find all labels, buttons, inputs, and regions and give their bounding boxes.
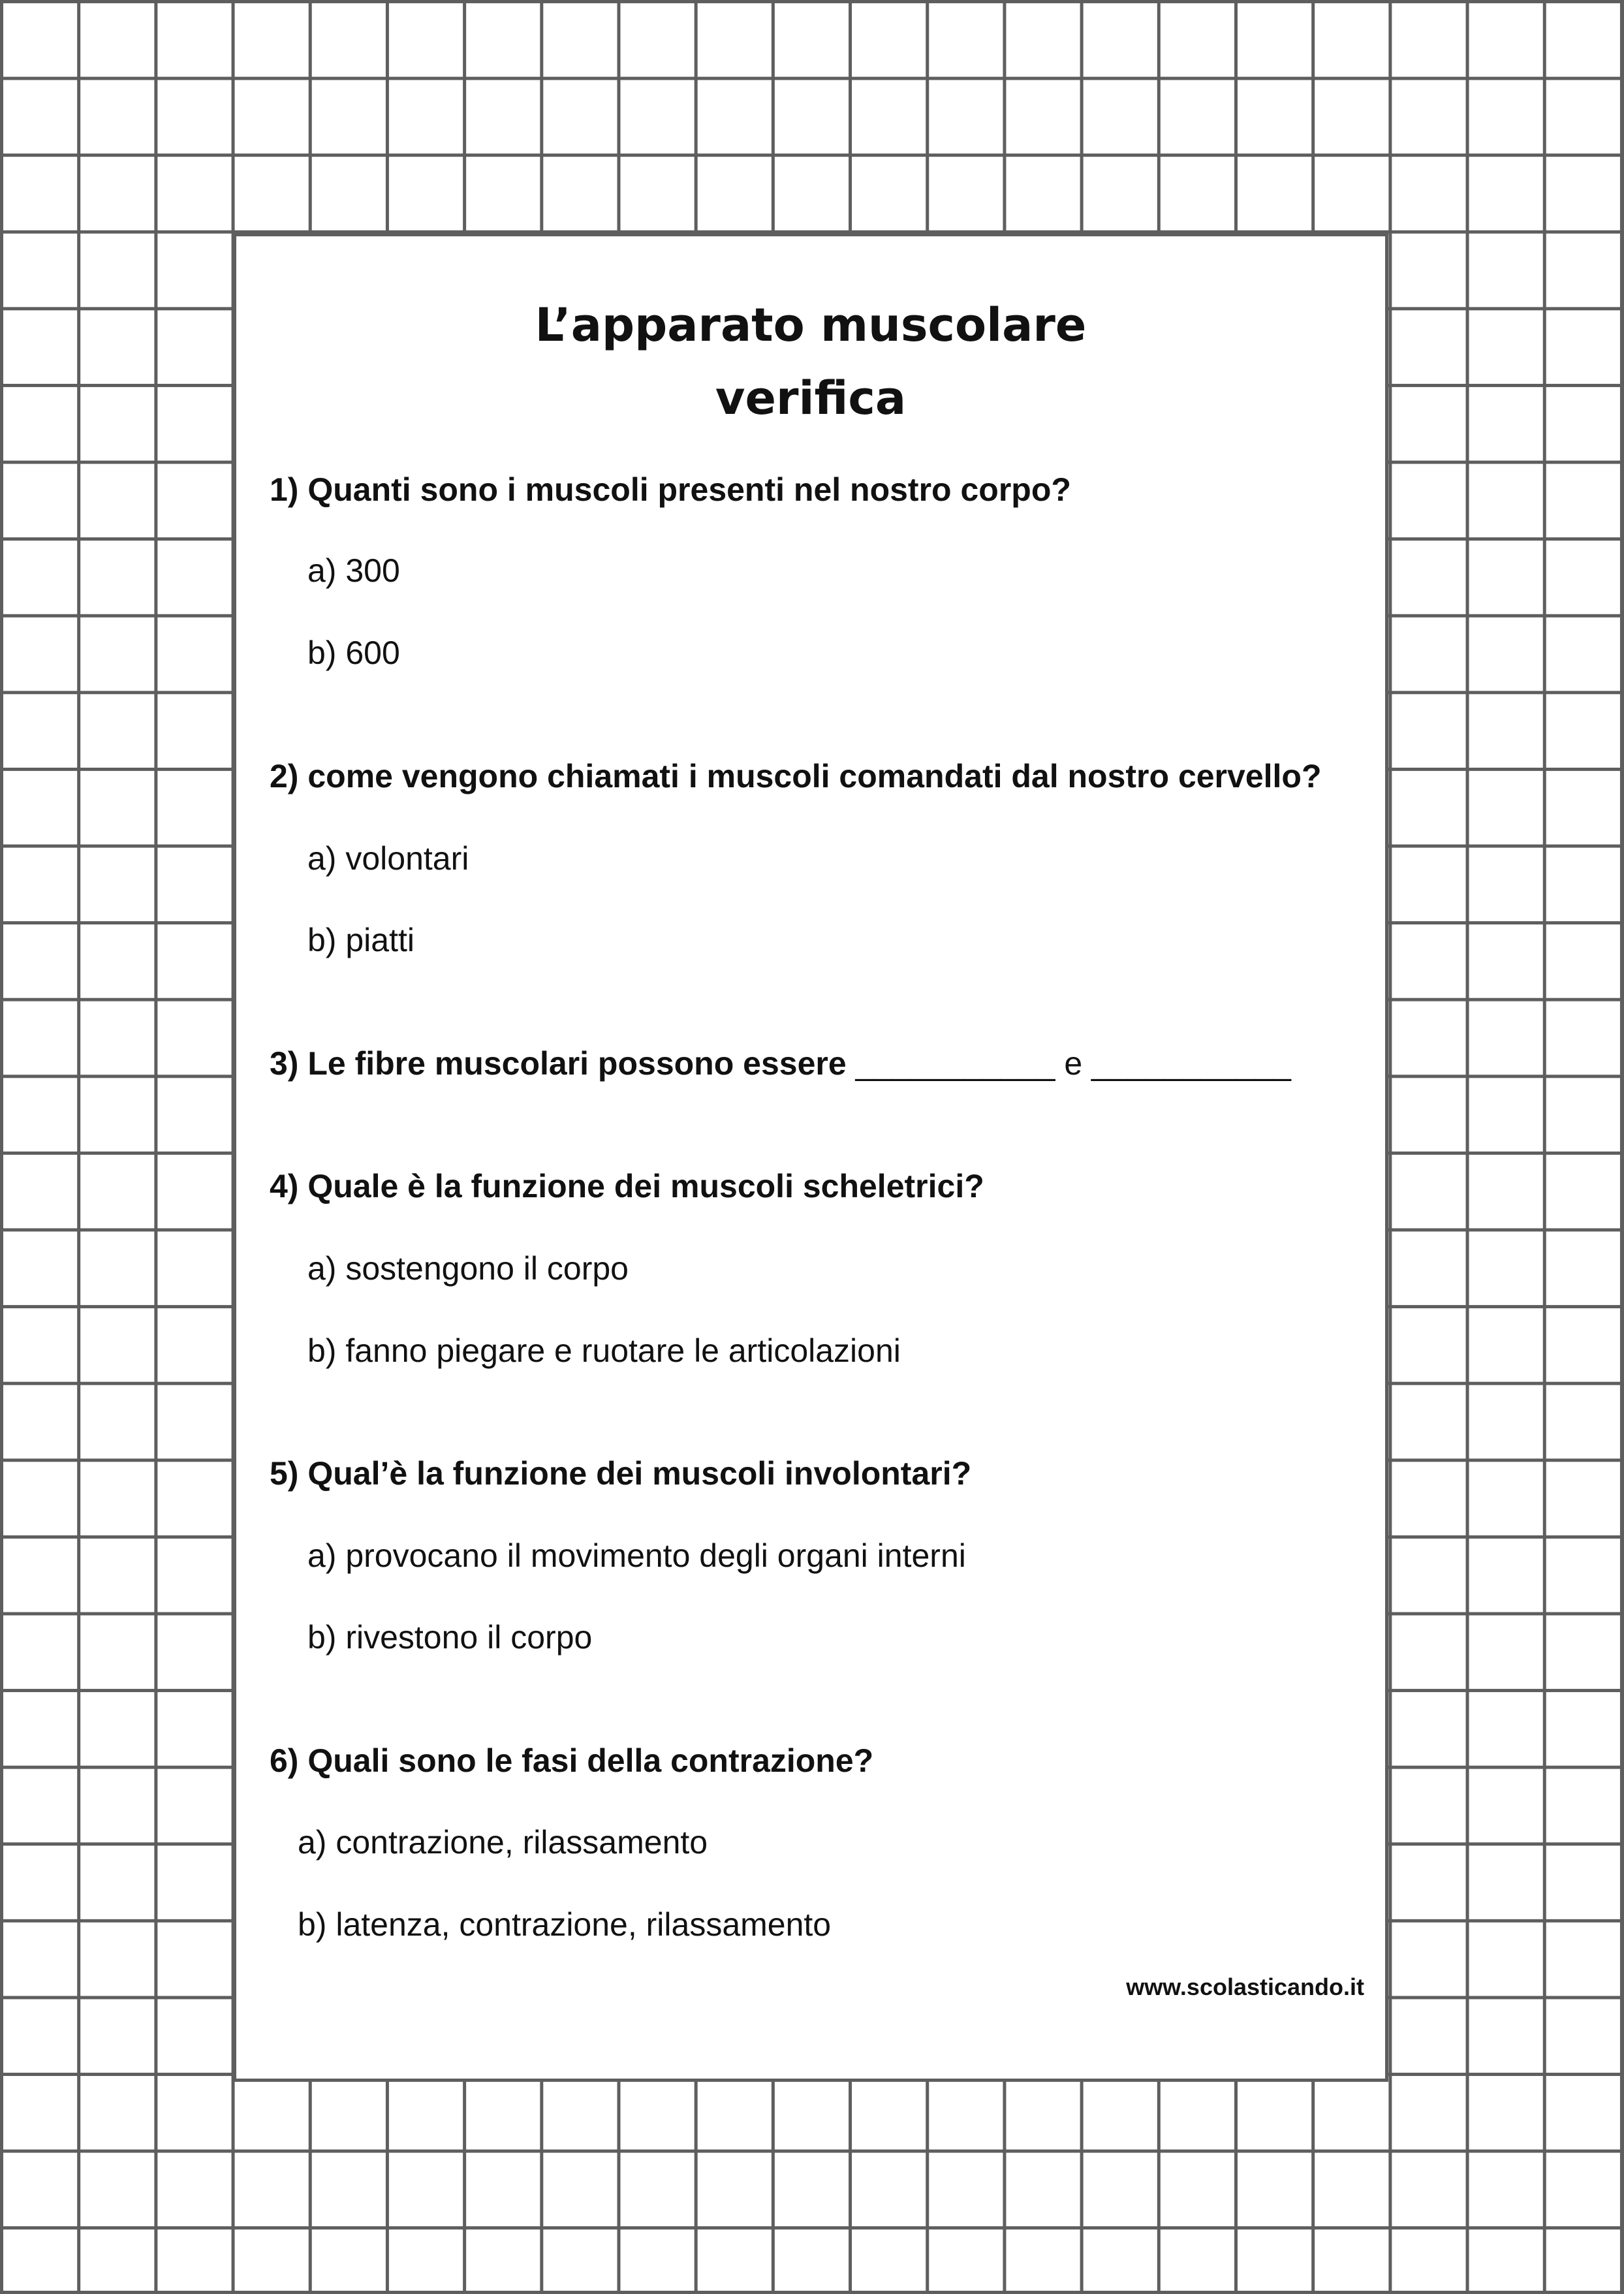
question-4-option-a: a) sostengono il corpo: [307, 1250, 629, 1287]
question-5-option-a: a) provocano il movimento degli organi interni: [307, 1537, 966, 1574]
question-2-option-b: b) piatti: [307, 922, 414, 958]
website-footer: www.scolasticando.it: [1126, 1973, 1364, 2000]
title-line-1: L’apparato muscolare: [535, 298, 1087, 352]
worksheet: [233, 233, 1388, 2082]
title-line-2: verifica: [715, 371, 907, 425]
question-5-option-b: b) rivestono il corpo: [307, 1619, 593, 1656]
question-1-option-b: b) 600: [307, 635, 400, 671]
question-4: 4) Quale è la funzione dei muscoli scheletrici?: [270, 1168, 984, 1204]
question-6-option-a: a) contrazione, rilassamento: [298, 1824, 708, 1861]
question-2-option-a: a) volontari: [307, 840, 469, 877]
question-6-option-b: b) latenza, contrazione, rilassamento: [298, 1906, 832, 1943]
question-6: 6) Quali sono le fasi della contrazione?: [270, 1742, 874, 1779]
question-5: 5) Qual’è la funzione dei muscoli involontari?: [270, 1455, 972, 1492]
question-3-fill-in-blanks: ___________ e ___________: [855, 1045, 1291, 1082]
question-3: [270, 1044, 1291, 1083]
question-1: 1) Quanti sono i muscoli presenti nel nostro corpo?: [270, 471, 1071, 508]
page-title: [236, 289, 1385, 435]
question-3-text: 3) Le fibre muscolari possono essere: [270, 1045, 847, 1082]
question-2: 2) come vengono chiamati i muscoli comandati dal nostro cervello?: [270, 758, 1322, 794]
question-4-option-b: b) fanno piegare e ruotare le articolazioni: [307, 1332, 901, 1369]
question-1-option-a: a) 300: [307, 552, 400, 589]
